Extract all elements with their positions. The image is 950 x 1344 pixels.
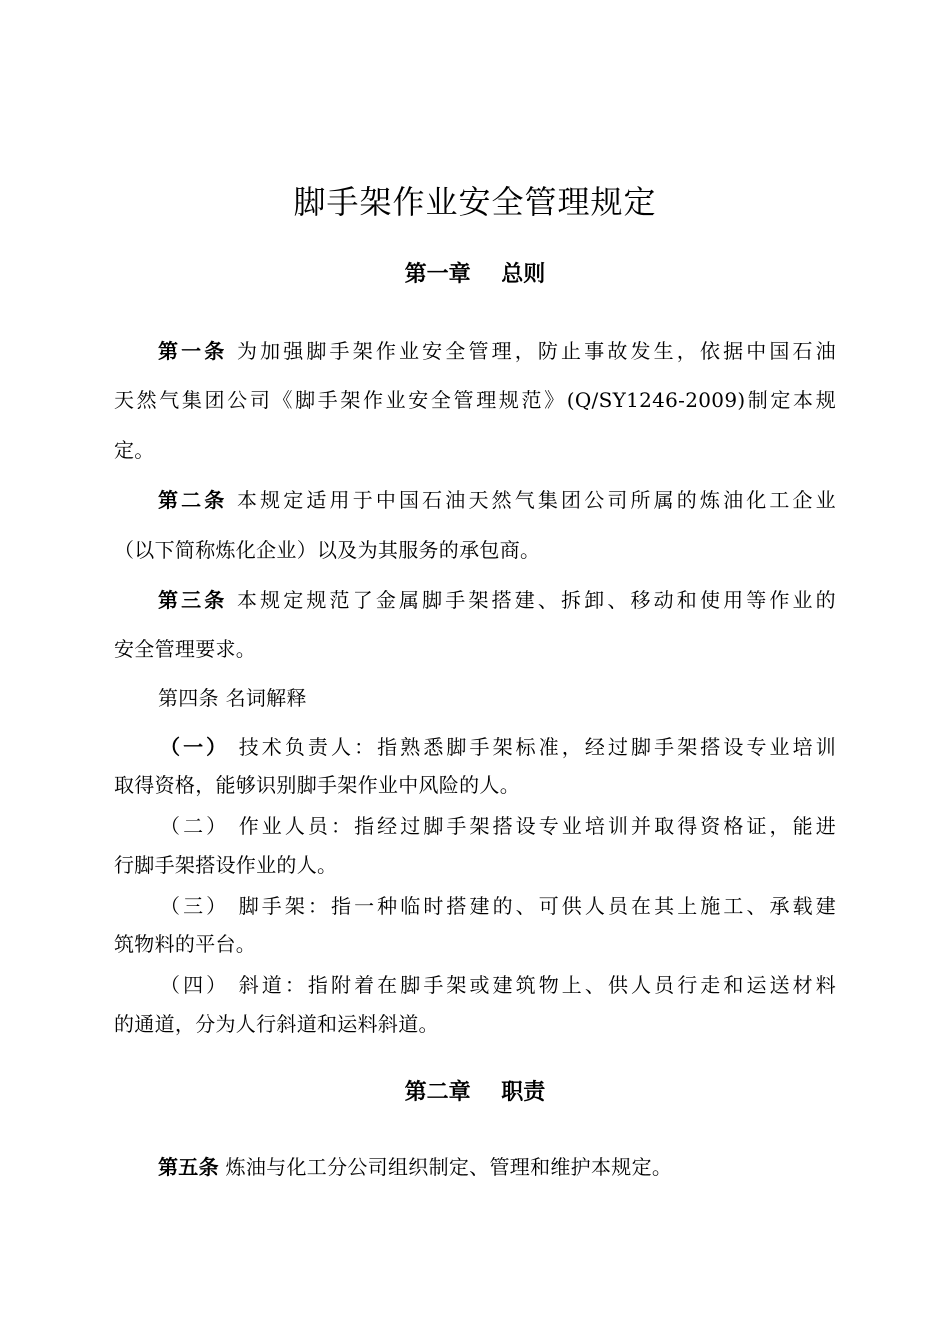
- definition-4-line-2: 的通道，分为人行斜道和运料斜道。: [114, 1012, 439, 1036]
- article-3-text-1: 本规定规范了金属脚手架搭建、拆卸、移动和使用等作业的: [227, 588, 836, 612]
- definition-4-line-1: [160, 971, 836, 999]
- definition-3-label: （三）: [160, 894, 230, 918]
- definition-2-line-1: [160, 812, 836, 840]
- article-1-text-1: 为加强脚手架作业安全管理，防止事故发生，依据中国石油: [227, 339, 836, 363]
- definition-1-line-2: 取得资格，能够识别脚手架作业中风险的人。: [114, 773, 520, 797]
- article-2-text-1: 本规定适用于中国石油天然气集团公司所属的炼油化工企业: [227, 488, 836, 512]
- definition-4-text-1: 斜道：指附着在脚手架或建筑物上、供人员行走和运送材料: [229, 973, 836, 997]
- article-4-label: 第四条: [158, 686, 219, 710]
- article-3-line-2: 安全管理要求。: [114, 637, 257, 661]
- definition-2-text-1: 作业人员：指经过脚手架搭设专业培训并取得资格证，能进: [229, 814, 836, 838]
- document-title: 脚手架作业安全管理规定: [293, 183, 657, 221]
- article-1-label: 第一条: [158, 339, 228, 363]
- article-3-label: 第三条: [158, 588, 228, 612]
- definition-3-text-1: 脚手架：指一种临时搭建的、可供人员在其上施工、承载建: [229, 894, 836, 918]
- definition-1-text-1: 技术负责人：指熟悉脚手架标准，经过脚手架搭设专业培训: [229, 735, 836, 759]
- article-1-line-2: 天然气集团公司《脚手架作业安全管理规范》(Q/SY1246-2009)制定本规: [114, 388, 836, 412]
- article-3-line-1: [158, 586, 836, 614]
- article-2-label: 第二条: [158, 488, 228, 512]
- definition-3-line-1: [160, 892, 836, 920]
- article-2-line-2: （以下简称炼化企业）以及为其服务的承包商。: [114, 538, 541, 562]
- article-1-line-3: 定。: [114, 438, 155, 462]
- definition-2-line-2: 行脚手架搭设作业的人。: [114, 853, 338, 877]
- chapter-2-heading: 第二章 职责: [404, 1080, 546, 1105]
- article-2-line-1: [158, 486, 836, 514]
- definition-4-label: （四）: [160, 973, 230, 997]
- article-5-text: 炼油与化工分公司组织制定、管理和维护本规定。: [218, 1155, 673, 1179]
- article-4-text: 名词解释: [218, 686, 307, 710]
- definition-1-label: （一）: [160, 735, 230, 759]
- definition-1-line-1: [160, 733, 836, 761]
- article-5-line: [158, 1153, 672, 1181]
- article-4-line: [158, 684, 307, 712]
- definition-3-line-2: 筑物料的平台。: [114, 932, 257, 956]
- article-1-line-1: [158, 337, 836, 365]
- chapter-1-heading: 第一章 总则: [404, 262, 546, 287]
- article-5-label: 第五条: [158, 1155, 219, 1179]
- definition-2-label: （二）: [160, 814, 230, 838]
